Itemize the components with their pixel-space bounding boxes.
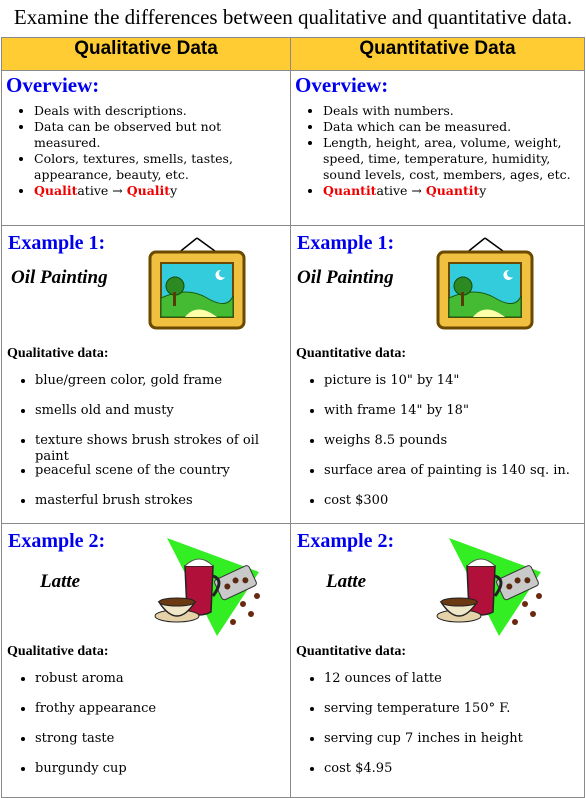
example-title: Example 2: bbox=[297, 530, 395, 552]
overview-title: Overview: bbox=[6, 73, 100, 97]
etym-red: Quantit bbox=[323, 183, 377, 198]
example-item-name: Oil Painting bbox=[297, 267, 394, 288]
example1-cell-quantitative bbox=[291, 226, 585, 524]
framed-painting-icon bbox=[435, 236, 535, 331]
data-label: Qualitative data: bbox=[7, 346, 109, 361]
overview-list bbox=[2, 103, 290, 199]
etym-red: Qualit bbox=[34, 183, 78, 198]
etym-plain: y bbox=[479, 183, 487, 198]
overview-item: • Data which can be measured. bbox=[323, 119, 584, 135]
header-qualitative: Qualitative Data bbox=[2, 38, 291, 71]
data-points-list bbox=[291, 671, 523, 791]
coffee-cup-icon bbox=[147, 532, 267, 640]
data-point: • masterful brush strokes bbox=[35, 493, 290, 523]
page-title: Examine the differences between qualitative and quantitative data. bbox=[13, 5, 573, 29]
overview-cell-qualitative bbox=[2, 71, 291, 226]
etym-red: Qualit bbox=[126, 183, 171, 198]
data-points-list bbox=[2, 373, 290, 523]
example2-cell-quantitative bbox=[291, 524, 585, 798]
comparison-table bbox=[1, 37, 585, 798]
data-points-list bbox=[2, 671, 156, 791]
etymology-item bbox=[34, 183, 290, 199]
data-point: • frothy appearance bbox=[35, 701, 156, 731]
data-point: • 12 ounces of latte bbox=[324, 671, 523, 701]
example-title: Example 1: bbox=[297, 232, 395, 254]
example-item-name: Oil Painting bbox=[11, 267, 108, 288]
header-quantitative: Quantitative Data bbox=[291, 38, 585, 71]
data-point: • smells old and musty bbox=[35, 403, 290, 433]
data-point: • strong taste bbox=[35, 731, 156, 761]
etym-red: Quantit bbox=[425, 183, 480, 198]
data-label: Quantitative data: bbox=[296, 644, 407, 659]
data-point: • cost $300 bbox=[324, 493, 570, 523]
etym-plain: ative → bbox=[376, 183, 426, 198]
framed-painting-icon bbox=[147, 236, 247, 331]
etym-plain: ative → bbox=[77, 183, 127, 198]
data-point: • weighs 8.5 pounds bbox=[324, 433, 570, 463]
example-item-name: Latte bbox=[40, 571, 81, 592]
data-point: • blue/green color, gold frame bbox=[35, 373, 290, 403]
data-label: Qualitative data: bbox=[7, 644, 109, 659]
overview-cell-quantitative bbox=[291, 71, 585, 226]
example2-cell-qualitative bbox=[2, 524, 291, 798]
overview-item: • Data can be observed but not measured. bbox=[34, 119, 290, 151]
overview-title: Overview: bbox=[295, 73, 389, 97]
data-point: • robust aroma bbox=[35, 671, 156, 701]
overview-list bbox=[291, 103, 584, 199]
data-point: • burgundy cup bbox=[35, 761, 156, 791]
data-point: • picture is 10" by 14" bbox=[324, 373, 570, 403]
etymology-item bbox=[323, 183, 584, 199]
example-title: Example 2: bbox=[8, 530, 106, 552]
example-item-name: Latte bbox=[326, 571, 367, 592]
data-point: • with frame 14" by 18" bbox=[324, 403, 570, 433]
data-point: • texture shows brush strokes of oil paint bbox=[35, 433, 290, 463]
example1-cell-qualitative bbox=[2, 226, 291, 524]
data-point: • serving cup 7 inches in height bbox=[324, 731, 523, 761]
overview-item: • Deals with numbers. bbox=[323, 103, 584, 119]
data-point: • serving temperature 150° F. bbox=[324, 701, 523, 731]
example-title: Example 1: bbox=[8, 232, 106, 254]
data-point: • surface area of painting is 140 sq. in. bbox=[324, 463, 570, 493]
data-points-list bbox=[291, 373, 570, 523]
coffee-cup-icon bbox=[429, 532, 549, 640]
etym-plain: y bbox=[170, 183, 178, 198]
overview-item: • Length, height, area, volume, weight, speed, time, temperature, humidity, sound levels, cost, members, ages, etc. bbox=[323, 135, 584, 183]
data-point: • peaceful scene of the country bbox=[35, 463, 290, 493]
overview-item: • Deals with descriptions. bbox=[34, 103, 290, 119]
data-label: Quantitative data: bbox=[296, 346, 407, 361]
overview-item: • Colors, textures, smells, tastes, appearance, beauty, etc. bbox=[34, 151, 290, 183]
data-point: • cost $4.95 bbox=[324, 761, 523, 791]
